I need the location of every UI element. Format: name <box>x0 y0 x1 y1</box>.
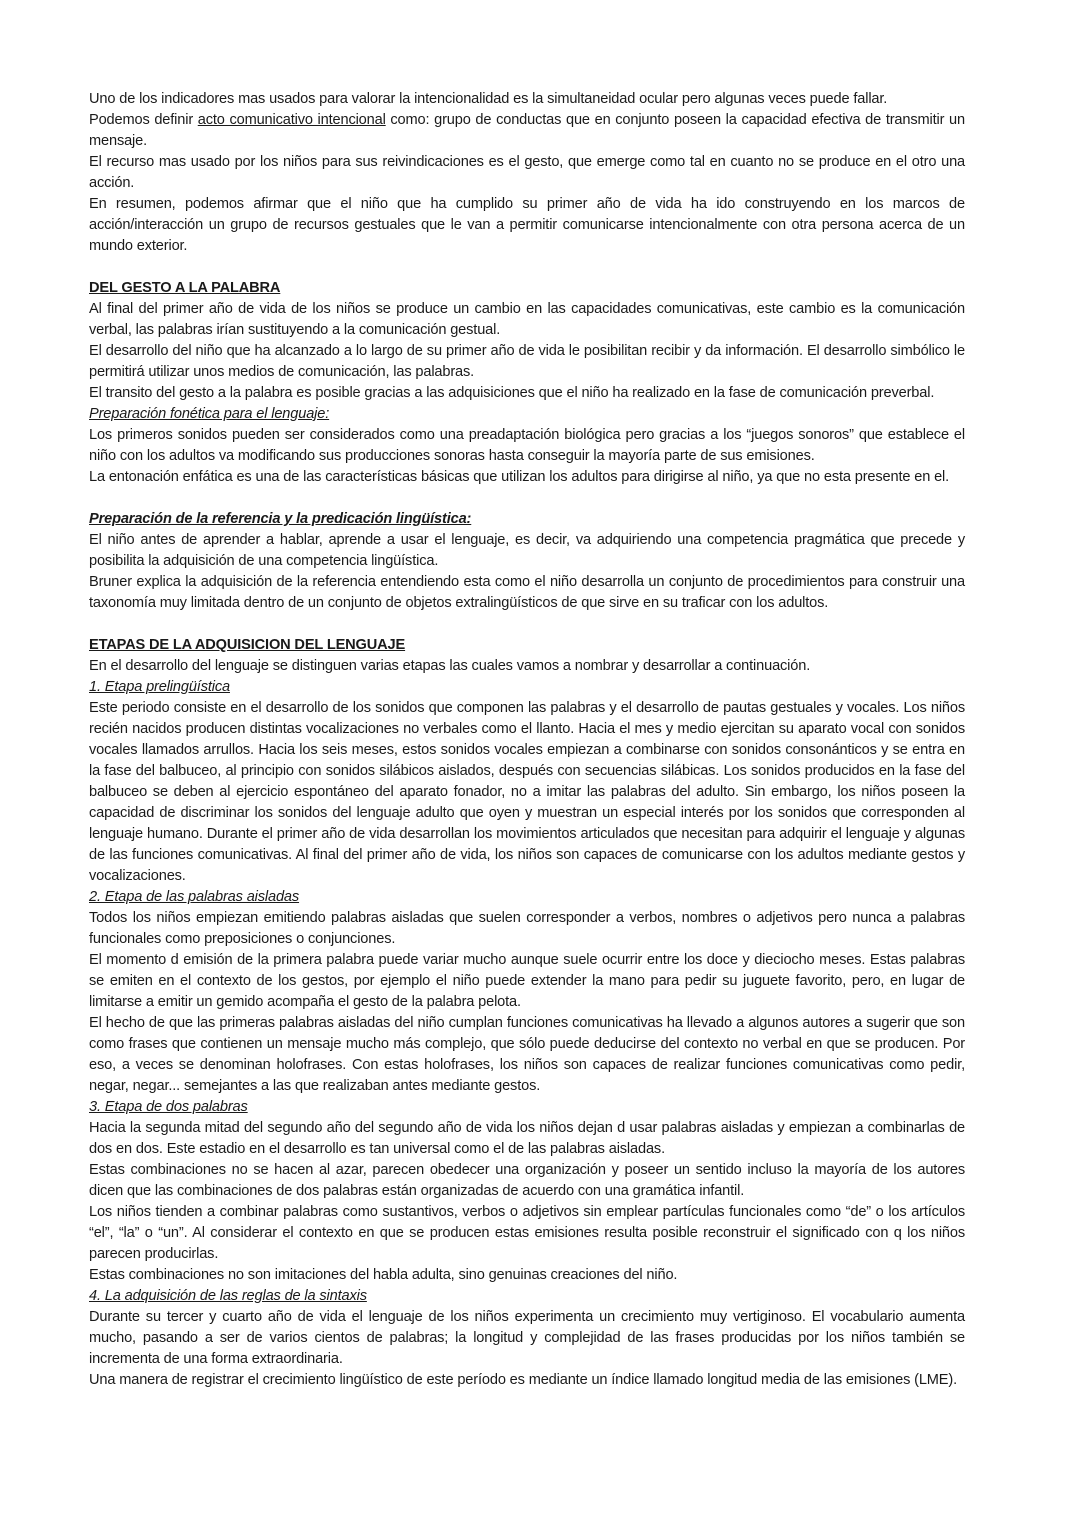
paragraph: Todos los niños empiezan emitiendo palabras aisladas que suelen corresponder a verbos, nombres o adjetivos pero nunca a palabras funcionales como preposiciones o conjunciones. <box>89 910 965 947</box>
paragraph: El recurso mas usado por los niños para sus reivindicaciones es el gesto, que emerge como tal en cuanto no se produce en el otro una acción. <box>89 154 965 191</box>
paragraph: Uno de los indicadores mas usados para valorar la intencionalidad es la simultaneidad ocular pero algunas veces puede fallar. <box>89 91 888 107</box>
paragraph: Estas combinaciones no se hacen al azar, parecen obedecer una organización y poseer un sentido incluso la mayoría de los autores dicen que las combinaciones de dos palabras están organizadas de acuerdo con una gramática infantil. <box>89 1162 965 1199</box>
gesto-section <box>89 278 965 488</box>
paragraph: El momento d emisión de la primera palabra puede variar mucho aunque suele ocurrir entre los doce y dieciocho meses. Estas palabras se emiten en el contexto de los gestos, por ejemplo el niño puede extender la mano para pedir su juguete favorito, pero, en lugar de limitarse a emitir un gemido acompaña el gesto de la palabra pelota. <box>89 952 965 1010</box>
paragraph: Hacia la segunda mitad del segundo año del segundo año de vida los niños dejan d usar palabras aisladas y empiezan a combinarlas de dos en dos. Este estadio en el desarrollo es tan universal como el de las palabras aisladas. <box>89 1120 965 1157</box>
paragraph-definition <box>89 110 965 152</box>
section-heading: DEL GESTO A LA PALABRA <box>89 280 281 296</box>
subsection-title: Preparación de la referencia y la predicación lingüística: <box>89 511 472 527</box>
stage-title: 2. Etapa de las palabras aisladas <box>89 889 300 905</box>
paragraph: Bruner explica la adquisición de la referencia entendiendo esta como el niño desarrolla un conjunto de procedimientos para construir una taxonomía muy limitada dentro de un conjunto de objetos extralingüísticos de que sirve en su traficar con los adultos. <box>89 574 965 611</box>
paragraph: Los primeros sonidos pueden ser considerados como una preadaptación biológica pero gracias a los “juegos sonoros” que establece el niño con los adultos va modificando sus producciones sonoras hasta conseguir la mayoría parte de sus emisiones. <box>89 427 965 464</box>
paragraph: Este periodo consiste en el desarrollo de los sonidos que componen las palabras y el desarrollo de pautas gestuales y vocales. Los niños recién nacidos producen distintas vocalizaciones no verbales como el llanto. Hacia el mes y medio ejercitan su aparato vocal con sonidos vocales llamados arrullos. Hacia los seis meses, estos sonidos vocales empiezan a combinarse con sonidos consonánticos y se entra en la fase del balbuceo, al principio con sonidos silábicos aislados, después con secuencias silábicas. Los sonidos producidos en la fase del balbuceo se deben al ejercicio espontáneo del aparato fonador, no a imitar las palabras del adulto. Sin embargo, los niños poseen la capacidad de discriminar los sonidos del lenguaje adulto que oyen y muestran un especial interés por los sonidos que corresponden al lenguaje humano. Durante el primer año de vida desarrollan los movimientos articulados que necesitan para adquirir el lenguaje y algunas de las funciones comunicativas. Al final del primer año de vida, los niños son capaces de comunicarse con los adultos mediante gestos y vocalizaciones. <box>89 700 965 884</box>
paragraph: La entonación enfática es una de las características básicas que utilizan los adultos para dirigirse al niño, ya que no esta presente en el. <box>89 469 950 485</box>
spacer <box>89 488 965 509</box>
subsection-title: Preparación fonética para el lenguaje: <box>89 406 330 422</box>
etapas-section <box>89 635 965 1391</box>
section-heading: ETAPAS DE LA ADQUISICION DEL LENGUAJE <box>89 637 406 653</box>
paragraph: Durante su tercer y cuarto año de vida el lenguaje de los niños experimenta un crecimiento muy vertiginoso. El vocabulario aumenta mucho, pasando a ser de varios cientos de palabras; la longitud y complejidad de las frases producidas por los niños también se incrementa de una forma extraordinaria. <box>89 1309 965 1367</box>
stage-title: 3. Etapa de dos palabras <box>89 1099 248 1115</box>
paragraph: El transito del gesto a la palabra es posible gracias a las adquisiciones que el niño ha realizado en la fase de comunicación preverbal. <box>89 385 935 401</box>
paragraph: El niño antes de aprender a hablar, aprende a usar el lenguaje, es decir, va adquiriendo una competencia pragmática que precede y posibilita la adquisición de una competencia lingüística. <box>89 532 965 569</box>
paragraph: El desarrollo del niño que ha alcanzado a lo largo de su primer año de vida le posibilitan recibir y da información. El desarrollo simbólico le permitirá utilizar unos medios de comunicación, las palabras. <box>89 343 965 380</box>
paragraph: En resumen, podemos afirmar que el niño que ha cumplido su primer año de vida ha ido construyendo en los marcos de acción/interacción un grupo de recursos gestuales que le van a permitir comunicarse intencionalmente con otra persona acerca de un mundo exterior. <box>89 196 965 254</box>
referencia-section <box>89 509 965 614</box>
stage-title: 1. Etapa prelingüística <box>89 679 230 695</box>
underlined-term: acto comunicativo intencional <box>197 112 386 128</box>
paragraph: En el desarrollo del lenguaje se distinguen varias etapas las cuales vamos a nombrar y desarrollar a continuación. <box>89 658 811 674</box>
paragraph: Los niños tienden a combinar palabras como sustantivos, verbos o adjetivos sin emplear partículas funcionales como “de” o los artículos “el”, “la” o “un”. Al considerar el contexto en que se producen estas emisiones resulta posible reconstruir el significado con q los niños parecen producirlas. <box>89 1204 965 1262</box>
intro-section <box>89 89 965 257</box>
stage-title: 4. La adquisición de las reglas de la sintaxis <box>89 1288 367 1304</box>
paragraph: El hecho de que las primeras palabras aisladas del niño cumplan funciones comunicativas ha llevado a algunos autores a sugerir que son como frases que contienen un mensaje mucho más complejo, que sólo puede deducirse del contexto no verbal en que se producen. Por eso, a veces se denominan holofrases. Con estas holofrases, los niños son capaces de realizar funciones comunicativas como pedir, negar, negar... semejantes a las que realizaban antes mediante gestos. <box>89 1015 965 1094</box>
paragraph: Estas combinaciones no son imitaciones del habla adulta, sino genuinas creaciones del niño. <box>89 1267 678 1283</box>
paragraph-text: como: grupo de conductas que en conjunto poseen la capacidad efectiva de transmitir un mensaje. <box>89 112 965 149</box>
spacer <box>89 614 965 635</box>
paragraph-text: Podemos definir <box>89 112 198 128</box>
spacer <box>89 257 965 278</box>
paragraph: Al final del primer año de vida de los niños se produce un cambio en las capacidades comunicativas, este cambio es la comunicación verbal, las palabras irían sustituyendo a la comunicación gestual. <box>89 301 965 338</box>
paragraph: Una manera de registrar el crecimiento lingüístico de este período es mediante un índice llamado longitud media de las emisiones (LME). <box>89 1372 958 1388</box>
